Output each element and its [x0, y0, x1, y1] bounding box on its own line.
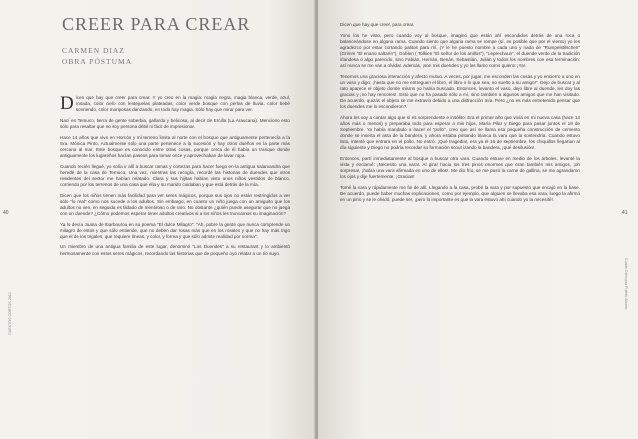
paragraph: Dicen que hay que creer, para crear.	[340, 22, 415, 27]
right-page	[318, 0, 638, 439]
paragraph: Hace 14 años que vivo en Horcón y mi terreno limita al norte con el bosque que antiguamente pertenecía a la Sra. Mónica Pinto. Actualmente sólo una parte pertenece a la sucesión y hay otros dueños en la parte más cercana al mar. Este bosque es conocido entre otras cosas, porque cerca de él había un tranque donde antiguamente los lugareños hacían paseos para tomar once y aprovechaban de lavar ropa.	[60, 134, 290, 158]
left-side-caption: CUENTOS CORTOS 2013	[8, 292, 12, 335]
author-name: CARMEN DIAZ	[62, 46, 125, 55]
paragraph: Tenemos una graciosa interacción y afecto mutuo. A veces, por jugar, me esconden las cosas y yo encierro a uno en un vaso y digo: ¡hasta que no me entreguen el libro, el libro o lo que sea, no suelto a su amigo!". Dejo de buscar y al rato aparece el objeto donde mismo yo había buscado. Entonces, levanto el vaso, dejo libre al duende, les doy las gracias y ¡no hay rencores!. Esto que no ha pasado sólo a mí, sino también a algunos amigos que me han visitado. De acuerdo, quizás el objeto se me extravió debido a una distracción mía. Pero ¿no es más entretenido pensar que los duendes me lo escondieron?.	[340, 73, 580, 110]
drop-cap: D	[60, 93, 74, 114]
right-side-caption: Cuarto Concurso Pueblo Abierto	[624, 258, 628, 310]
paragraph: Nací en Temuco, tierra de gente soberbia, gallarda y belicosa, al decir de Ercilla (La Araucana). Menciono esto sólo para resaltar que no soy persona débil ni fácil de impresionar.	[60, 117, 290, 129]
paragraph: Ahora les voy a contar algo que sí es sorprendente e insólito: Era el primer año que vivía en mi nueva casa (hace 14 años más o menos) y preparaba todo para esperar a mis hijos, María Pilar y Diego para pasar juntos el 18 de Septiembre. Ya había mandado a hacer el "pollo", creo que así se llama esa pequeña construcción de cemento donde se inserta el asta de la bandera, y ahora estaba pintando blanca la vara que la sostendría. Cuando estuvo lista, intenté que entrara en el pollo. No entró. ¡Qué tragedia!, era ya el 16 de septiembre, los chiquillos llegarían al día siguiente y Diego no podría recordar su formación scout izando la bandera, ¡qué desilusión!.	[340, 115, 580, 151]
paragraph: Un miembro de una antigua familia de este lugar, denominó "Los Duendes" a su restaurant y lo ambientó hermosamente con estos seres mágicos, recordando las historias que de pequeño oyó relatar a un tío suyo.	[60, 244, 290, 256]
paragraph: Dicen que hay que creer para crear. Y yo creo en la magia: magia negra, magia blanca, verde, azul, rosada, color cielo con lentejuelas plateadas, color verde bosque con perlas de lluvia, color bebé sonriendo, color mariposas danzando, en todo hay magia. Sólo hay que mirar para ver.	[60, 93, 290, 114]
author-note: OBRA PÓSTUMA	[62, 57, 133, 66]
paragraph: Dicen que los niños tienen más facilidad para ver seres mágicos, porque sus ojos no están restringidos a ver sólo "lo real" como nos sucede a los adultos. Sin embargo, en cuanto un niño juega con un amiguito que los adultos no ven, en seguida es tildado de mentiroso o de raro. No obstante ¿quién puede asegurar que no juega con un duende? ¿Cómo podemos esperar tener adultos creativos si a los niños les truncamos su imaginación?	[60, 192, 290, 216]
page-number-left: 40	[3, 210, 9, 216]
paragraph: Ya lo decía Juana de Ibarbourou en su poema "El dulce Milagro": "Ah, pobre la gente que nunca comprende un milagro de estos y que sólo entiende, que no deben dar rosas más que en los rosales y que no hay más trigo que el de los trigales, que requiere líneas, y color, y forma y que sólo admite realidad por norma".	[60, 221, 290, 239]
left-body-text	[60, 95, 290, 261]
paragraph: Yono los he visto, pero cuando voy al bosque, imagino que están ahí escondidos detrás de una roca o balanceándose en alguna rama. Cuando siento que alguna rama se rompe (sí, es posible que por el viento) yo les agradezco por estar cortando palitos para mí. (Y le he puesto nombre a cada uno y nada de "Rumpelstilschen" (Grimm "El enano saltarín"), Goblen ( Tolkien "El señor de los anillos"), "Leprechaun", el duende verde de la tradición irlandesa o algo parecido, sino Fabián, Hernán, Benán, Sebastián, Julián y todos los nombres con esa terminación: así nunca se me van a olvidar. Además, ¡son mis duendes y yo los llamo como quiero! ¡Ya!.	[340, 32, 580, 69]
paragraph: Cuando recién llegué, yo solía ir allí a buscar ramas y cortezas para hacer fuego en la antigua salamandra que heredé de la casa de Temuco. Una vez, mientras las recogía, recordé las historias de duendes que otros residentes del sector me habían relatado. Clara y sus hijitas habían visto unos niños vestidos de blanco, corriendo por los terrenos de una casa que ella y su marido cuidaban y que está detrás de la mía.	[60, 163, 290, 187]
left-page	[0, 0, 316, 439]
right-body-text	[340, 22, 580, 208]
paragraph: Entonces, partí inmediatamente al bosque a buscar otra vara. Cuando estuve en medio de los árboles, levanté la vista y exclamé: ¡Necesito una vara!. Al girar hacia los tres pinos enormes que eran también mis amigos, ¡oh sorpresa!, ¡había una vara afirmada en uno de ellos!. Me dio frío, se me pusó la carne de gallina, se me agrandaron los ojos y dije fuertemente: ¡Gracias!	[340, 156, 580, 180]
story-title: CREER PARA CREAR	[62, 14, 251, 34]
paragraph: Tomé la vara y rápidamente me fui de allí. Llegando a la casa, probé la vara y por supuesto que encajó en la base. De acuerdo, puede haber muchas explicaciones, como por ejemplo, que alguien se llevaba esa vara, luego la afirmó en un pino y se le olvidó, puede ser, ¡pero lo importante es que la vara estuvo ahí cuando yo la necesité!.	[340, 185, 580, 203]
page-number-right: 41	[622, 210, 628, 216]
